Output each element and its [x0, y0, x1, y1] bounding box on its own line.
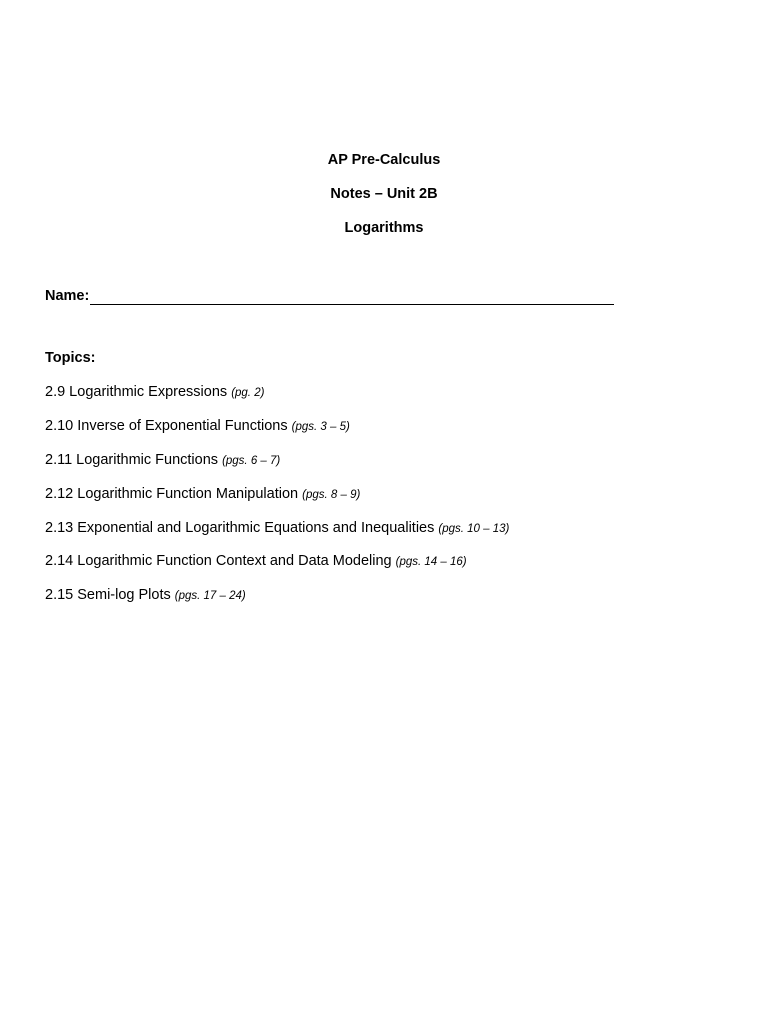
- topic-item: [45, 485, 360, 504]
- topic-item: [45, 417, 350, 436]
- topic-item: [45, 552, 467, 571]
- course-title: AP Pre-Calculus: [327, 152, 441, 168]
- topic-item: [45, 451, 280, 470]
- topic-item: [45, 383, 264, 402]
- topic-item: [45, 586, 246, 605]
- name-label: Name:: [45, 288, 90, 304]
- topic-title: 2.14 Logarithmic Function Context and Data Modeling: [45, 553, 392, 569]
- topics-heading: Topics:: [45, 350, 96, 366]
- topic-title: 2.10 Inverse of Exponential Functions: [45, 418, 288, 434]
- topic-title: 2.13 Exponential and Logarithmic Equations and Inequalities: [45, 520, 435, 536]
- topic-pages: (pgs. 6 – 7): [222, 455, 281, 467]
- topic-title: 2.12 Logarithmic Function Manipulation: [45, 486, 299, 502]
- name-blank-line: [90, 290, 614, 305]
- topic-pages: (pgs. 8 – 9): [302, 489, 361, 501]
- topic-pages: (pgs. 3 – 5): [291, 421, 350, 433]
- topic-pages: (pgs. 10 – 13): [438, 523, 510, 535]
- topic-pages: (pgs. 14 – 16): [395, 556, 467, 568]
- unit-title: Notes – Unit 2B: [330, 186, 438, 202]
- topic-pages: (pgs. 17 – 24): [174, 590, 246, 602]
- topic-title: 2.15 Semi-log Plots: [45, 587, 171, 603]
- topic-item: [45, 519, 509, 538]
- name-field: [45, 287, 625, 305]
- topic-title: 2.11 Logarithmic Functions: [45, 452, 219, 468]
- subject-title: Logarithms: [344, 220, 424, 236]
- topic-title: 2.9 Logarithmic Expressions: [45, 384, 228, 400]
- topic-pages: (pg. 2): [231, 387, 265, 399]
